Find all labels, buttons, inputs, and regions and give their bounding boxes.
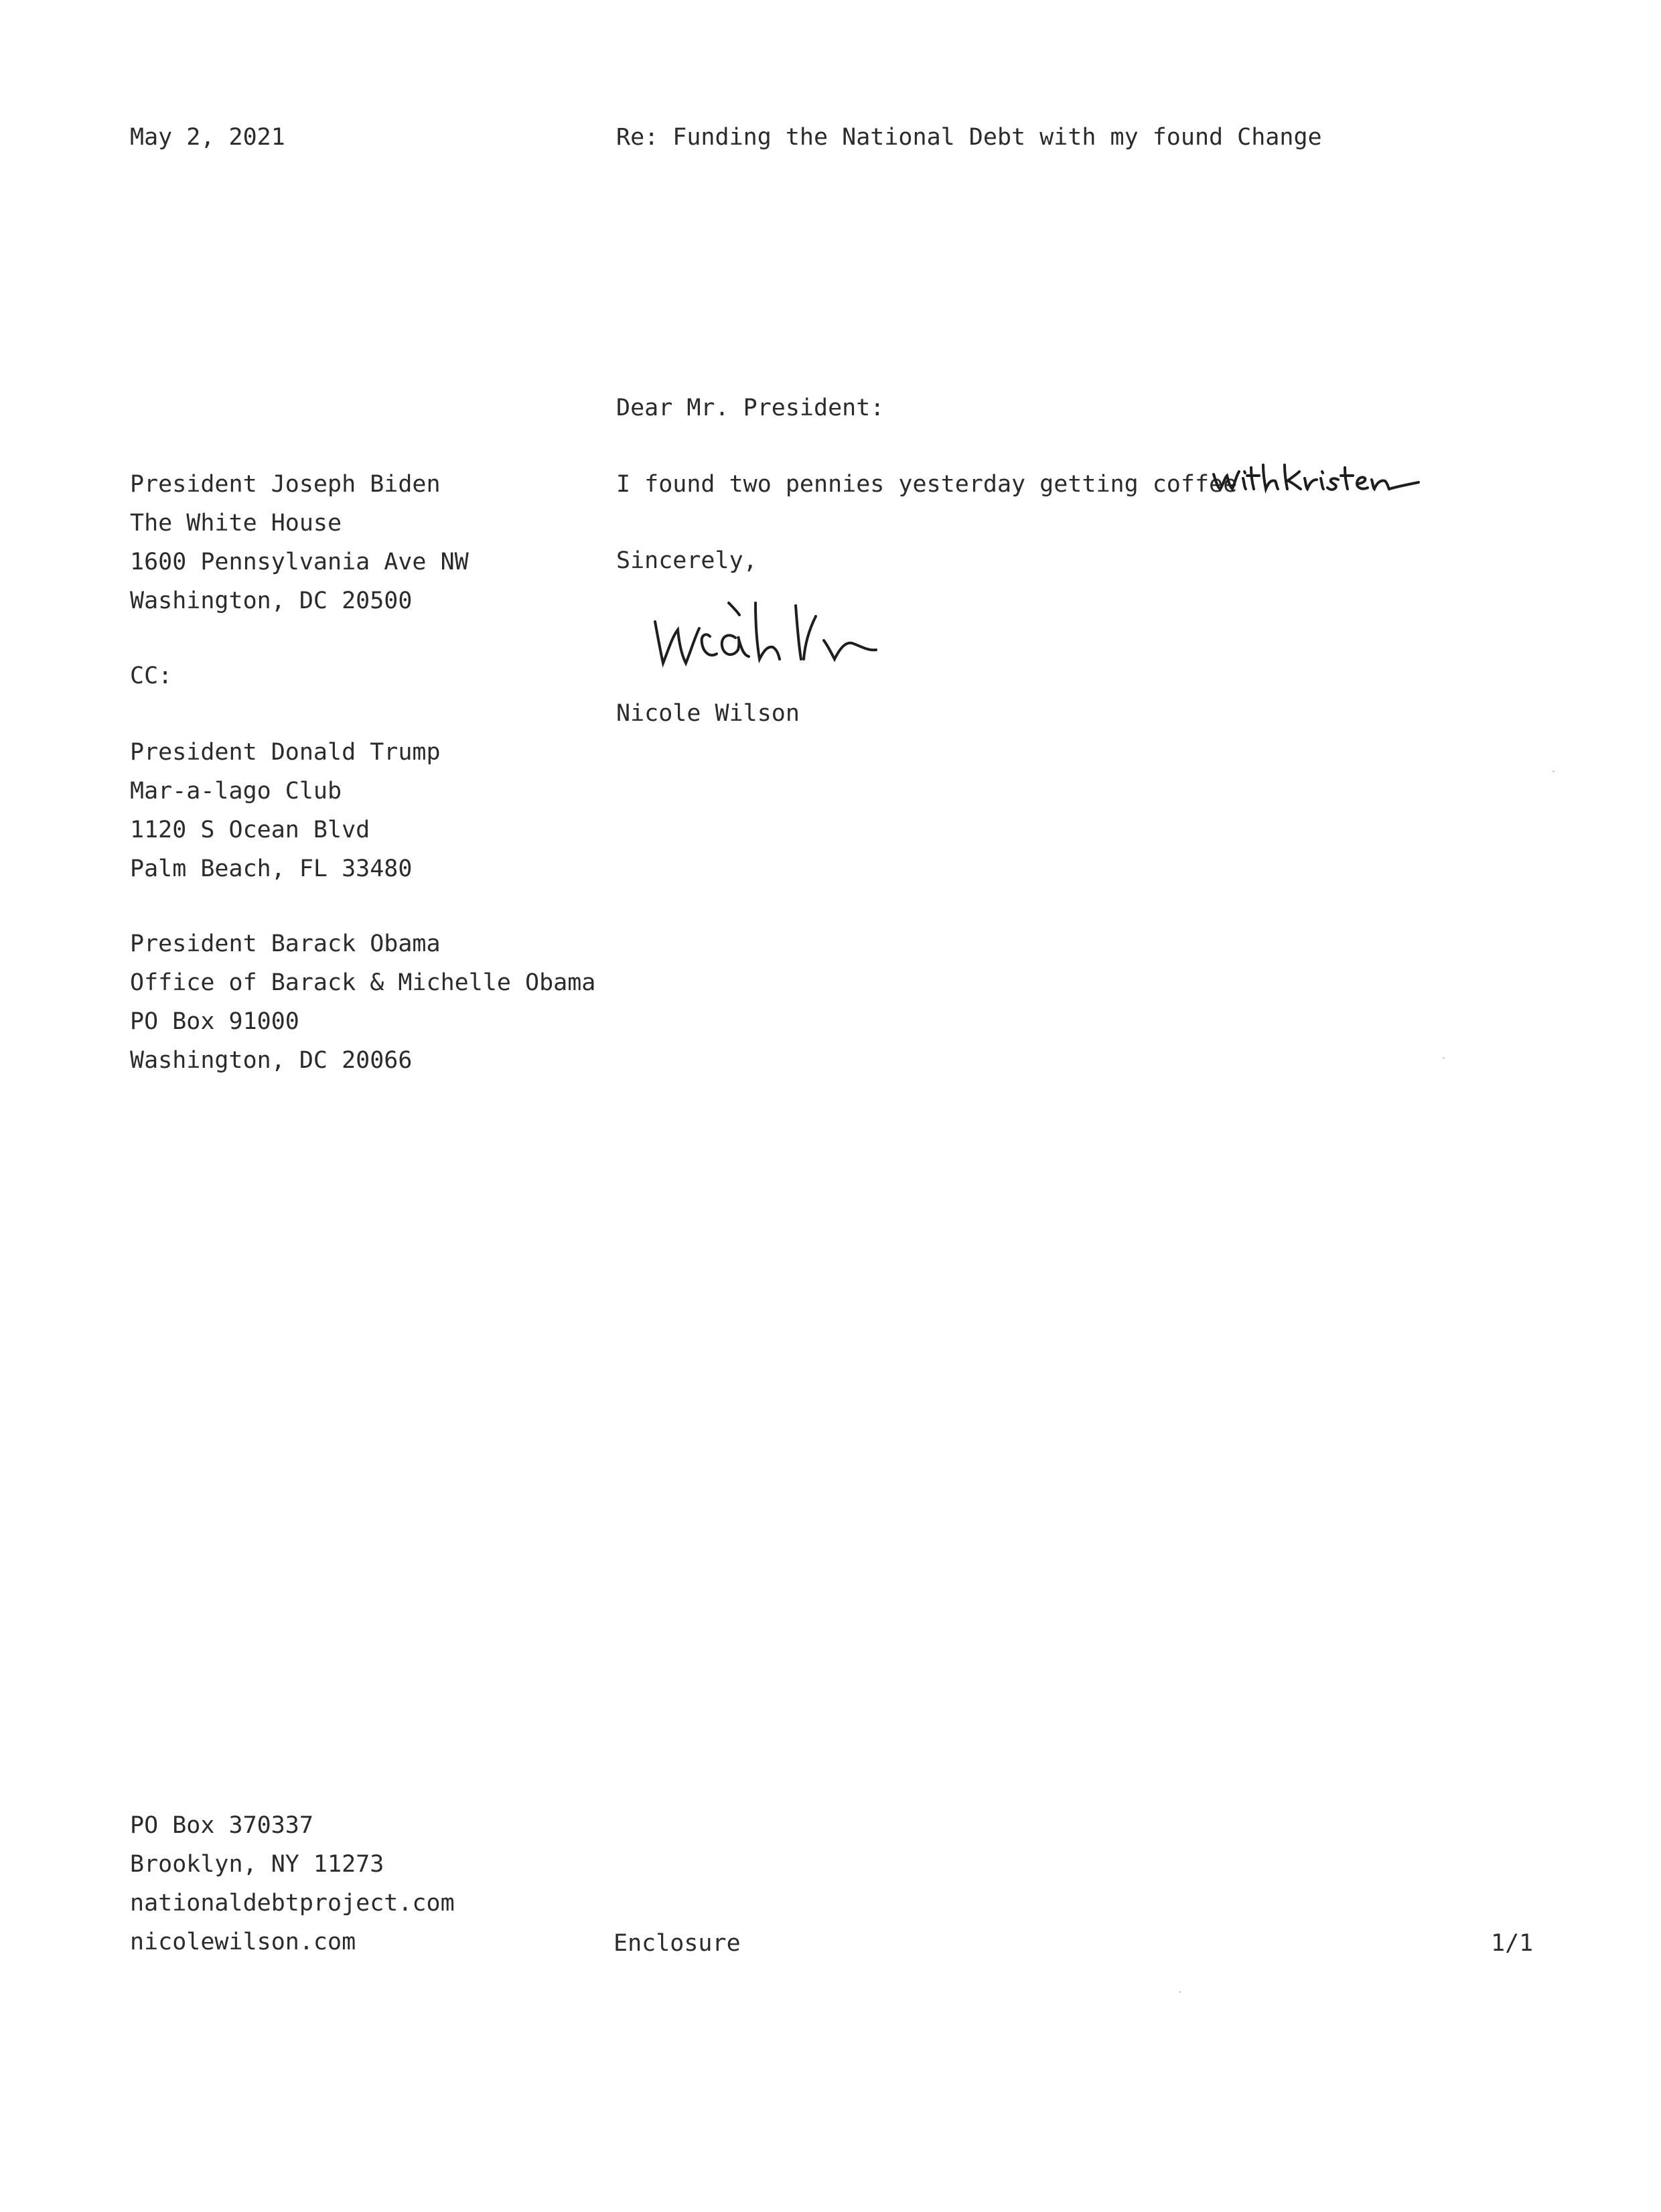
cc-address-line: PO Box 91000 [130,1008,299,1035]
enclosure-note: Enclosure [613,1930,741,1957]
recipient-address-line: President Joseph Biden [130,471,441,498]
cc-address-line: Washington, DC 20066 [130,1047,413,1074]
letter-body: I found two pennies yesterday getting coffee [616,471,1238,498]
scan-speck [1552,770,1555,772]
cc-address-line: 1120 S Ocean Blvd [130,817,370,843]
cc-address-obama [130,924,595,1080]
cc-address-trump [130,733,441,888]
handwritten-insert [1211,462,1425,508]
letter-date: May 2, 2021 [130,124,285,151]
cc-label: CC: [130,663,173,689]
recipient-address [130,465,469,620]
recipient-address-line: Washington, DC 20500 [130,587,413,614]
cc-address-line: President Donald Trump [130,739,441,766]
page-number: 1/1 [1491,1930,1534,1957]
letter-subject: Re: Funding the National Debt with my found Change [616,124,1322,151]
cc-address-line: President Barack Obama [130,930,441,957]
sender-address [130,1806,455,1961]
sender-address-line: PO Box 370337 [130,1812,313,1839]
scan-speck [1443,1057,1445,1059]
letter-closing: Sincerely, [616,547,757,574]
signature-strokes [648,590,983,683]
scan-speck [1179,1991,1181,1993]
cc-address-line: Office of Barack & Michelle Obama [130,969,596,996]
letter-greeting: Dear Mr. President: [616,395,885,421]
handwritten-insert-strokes [1211,462,1425,496]
signer-name: Nicole Wilson [616,700,800,727]
recipient-address-line: 1600 Pennsylvania Ave NW [130,549,469,575]
sender-address-line: Brooklyn, NY 11273 [130,1851,384,1878]
signature [648,590,983,695]
cc-address-line: Mar-a-lago Club [130,778,342,805]
recipient-address-line: The White House [130,510,342,537]
sender-website-link: nationaldebtproject.com [130,1890,455,1917]
cc-address-line: Palm Beach, FL 33480 [130,855,413,882]
sender-website-link: nicolewilson.com [130,1929,356,1955]
